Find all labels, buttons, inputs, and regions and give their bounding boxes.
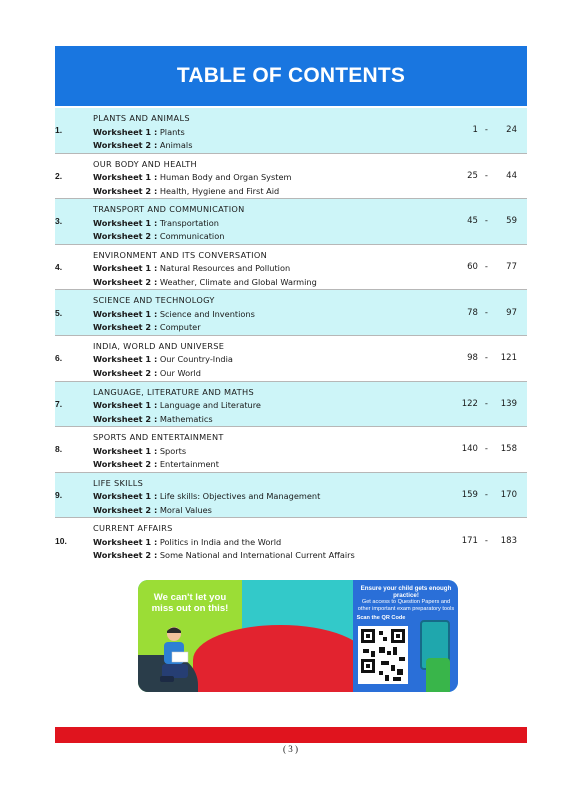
page-end: 77 [506,262,517,273]
worksheet-2 [93,458,224,472]
worksheet-1 [93,262,317,276]
toc-row [55,245,527,291]
banner-promo-text [356,586,456,612]
worksheet-2 [93,276,317,290]
page-range: 25 - 44 [467,170,517,181]
chapter-title: LIFE SKILLS [93,477,144,488]
toc-row [55,108,527,154]
chapter-title: SPORTS AND ENTERTAINMENT [93,432,224,443]
banner-tagline: We can't let you miss out on this! [151,592,229,614]
footer-bar [55,727,527,743]
hand-illustration [426,658,450,692]
worksheet-name: Entertainment [159,459,219,470]
page-range: 78 - 97 [467,307,517,318]
toc-row [55,290,527,336]
worksheet-label: Worksheet 1 : [93,126,158,137]
chapter-content [93,112,192,153]
banner-headline: Ensure your child gets enough practice! [360,585,452,599]
worksheet-name: Moral Values [159,504,212,515]
worksheet-name: Life skills: Objectives and Management [159,491,321,502]
toc-row [55,154,527,200]
worksheet-label: Worksheet 2 : [93,140,158,150]
page-end: 170 [500,490,517,501]
qr-code-icon[interactable] [358,626,408,684]
chapter-title: LANGUAGE, LITERATURE AND MATHS [93,386,254,397]
promo-banner[interactable] [138,580,458,692]
page-range: 98 - 121 [467,353,517,364]
student-reading-illustration [154,624,194,686]
chapter-number: 3. [55,216,63,227]
worksheet-2 [93,504,320,518]
worksheet-name: Language and Literature [159,400,261,411]
page-range: 60 - 77 [467,262,517,273]
worksheet-label: Worksheet 2 : [93,276,158,287]
chapter-content [93,386,261,427]
page-end: 24 [506,125,517,136]
worksheet-1 [93,308,255,322]
banner-subtext: Get access to Question Papers and other important exam preparatory tools [357,599,455,612]
page-start: 98 [467,353,478,364]
worksheet-2 [93,549,355,563]
worksheet-label: Worksheet 1 : [93,217,158,228]
page-range: 45 - 59 [467,216,517,227]
worksheet-2 [93,367,233,381]
page-end: 44 [506,170,517,181]
worksheet-1 [93,126,192,140]
page-end: 59 [506,216,517,227]
worksheet-name: Some National and International Current Affairs [159,550,355,561]
worksheet-1 [93,445,224,459]
worksheet-label: Worksheet 1 : [93,400,158,411]
chapter-content [93,431,224,472]
page-end: 183 [500,536,517,547]
chapter-number: 9. [55,490,63,501]
worksheet-name: Natural Resources and Pollution [159,263,291,274]
worksheet-1 [93,536,355,550]
scan-label: Scan the QR Code [356,615,406,621]
toc-row [55,382,527,428]
worksheet-name: Transportation [159,217,219,228]
page-end: 139 [500,398,517,409]
chapter-number: 2. [55,170,63,181]
chapter-title: INDIA, WORLD AND UNIVERSE [93,340,225,351]
toc-row [55,336,527,382]
chapter-title: CURRENT AFFAIRS [93,523,173,534]
chapter-number: 6. [55,353,63,364]
chapter-number: 1. [55,125,63,136]
page-start: 60 [467,262,478,273]
page-range: 140 - 158 [461,444,517,455]
page-number: ( 3 ) [283,744,298,754]
page-start: 78 [467,307,478,318]
worksheet-name: Health, Hygiene and First Aid [159,185,280,196]
worksheet-label: Worksheet 1 : [93,263,158,274]
page-start: 159 [461,490,478,501]
chapter-number: 5. [55,307,63,318]
page-end: 121 [500,353,517,364]
worksheet-1 [93,490,320,504]
chapter-content [93,522,355,563]
worksheet-name: Communication [159,231,225,242]
chapter-content [93,294,255,335]
toc-row [55,199,527,245]
worksheet-1 [93,353,233,367]
chapter-number: 7. [55,398,63,409]
worksheet-name: Weather, Climate and Global Warming [159,276,317,287]
worksheet-2 [93,321,255,335]
chapter-title: OUR BODY AND HEALTH [93,158,197,169]
worksheet-label: Worksheet 1 : [93,354,158,365]
worksheet-name: Animals [159,140,193,150]
worksheet-1 [93,399,261,413]
worksheet-name: Our Country-India [159,354,233,365]
chapter-title: TRANSPORT AND COMMUNICATION [93,204,245,215]
page-range: 1 - 24 [472,125,517,136]
worksheet-label: Worksheet 2 : [93,413,158,424]
chapter-content [93,340,233,381]
worksheet-label: Worksheet 1 : [93,172,158,183]
page-start: 122 [461,398,478,409]
worksheet-label: Worksheet 2 : [93,185,158,196]
worksheet-2 [93,230,245,244]
toc-row [55,518,527,564]
worksheet-name: Mathematics [159,413,213,424]
page-end: 97 [506,307,517,318]
page-range: 159 - 170 [461,490,517,501]
chapter-content [93,158,291,199]
toc-row [55,427,527,473]
worksheet-name: Our World [159,367,201,378]
chapter-number: 4. [55,262,63,273]
chapter-title: SCIENCE AND TECHNOLOGY [93,295,215,306]
chapter-number: 8. [55,444,63,455]
page-start: 140 [461,444,478,455]
page-title: TABLE OF CONTENTS [176,64,406,87]
worksheet-2 [93,413,261,427]
worksheet-name: Human Body and Organ System [159,172,292,183]
page-start: 25 [467,170,478,181]
worksheet-label: Worksheet 1 : [93,491,158,502]
worksheet-label: Worksheet 2 : [93,550,158,561]
worksheet-label: Worksheet 1 : [93,445,158,456]
worksheet-label: Worksheet 2 : [93,322,158,333]
worksheet-2 [93,185,291,199]
worksheet-label: Worksheet 2 : [93,504,158,515]
worksheet-1 [93,217,245,231]
worksheet-label: Worksheet 2 : [93,459,158,470]
page-end: 158 [500,444,517,455]
worksheet-label: Worksheet 2 : [93,367,158,378]
chapter-title: ENVIRONMENT AND ITS CONVERSATION [93,249,268,260]
worksheet-name: Plants [159,126,185,137]
page-start: 45 [467,216,478,227]
toc-header [55,46,527,106]
worksheet-label: Worksheet 1 : [93,536,158,547]
page-start: 1 [472,125,478,136]
page-range: 122 - 139 [461,398,517,409]
banner-red-wave [193,625,368,692]
chapter-content [93,203,245,244]
chapter-title: PLANTS AND ANIMALS [93,113,190,123]
chapter-number: 10. [55,536,67,547]
worksheet-name: Sports [159,445,187,456]
worksheet-name: Computer [159,322,201,333]
page-start: 171 [461,536,478,547]
page-range: 171 - 183 [461,536,517,547]
worksheet-label: Worksheet 1 : [93,308,158,319]
toc-row [55,473,527,519]
worksheet-name: Science and Inventions [159,308,255,319]
chapter-content [93,249,317,290]
worksheet-2 [93,139,192,153]
chapter-content [93,477,320,518]
toc-table [55,108,527,564]
worksheet-1 [93,171,291,185]
worksheet-name: Politics in India and the World [159,536,282,547]
worksheet-label: Worksheet 2 : [93,231,158,242]
